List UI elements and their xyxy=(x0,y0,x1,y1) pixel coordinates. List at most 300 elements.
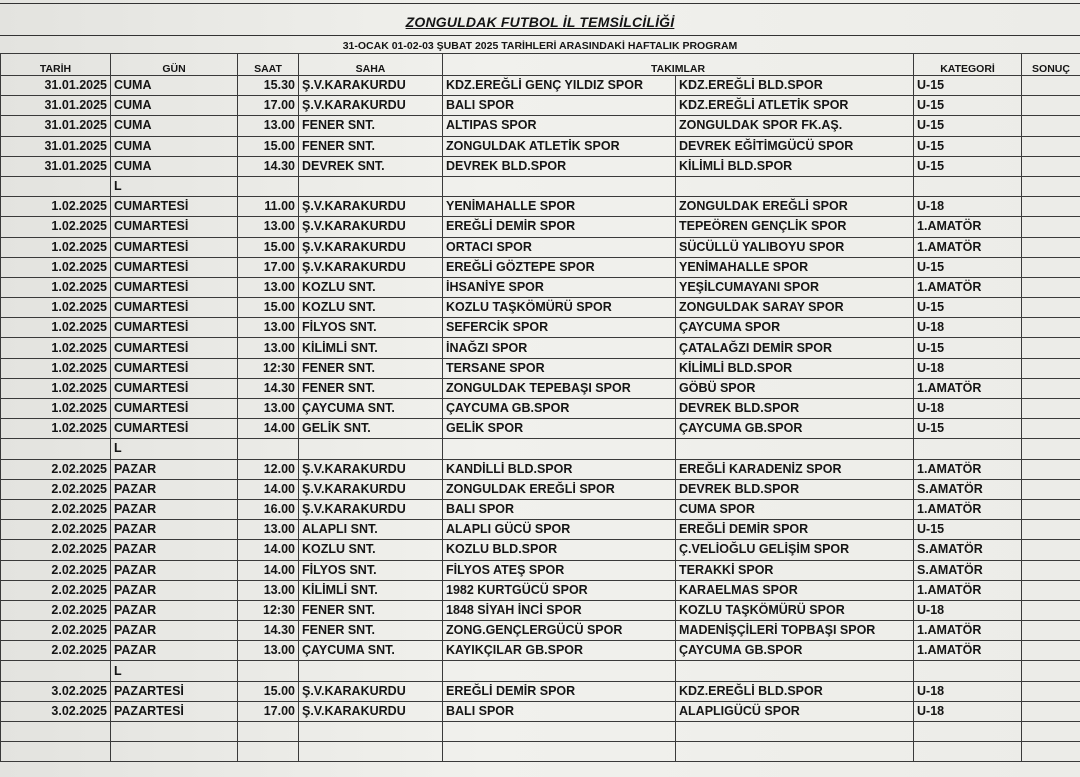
away-team-cell: KDZ.EREĞLİ BLD.SPOR xyxy=(676,76,914,96)
venue-cell: FENER SNT. xyxy=(299,136,443,156)
day-cell: PAZAR xyxy=(111,520,238,540)
time-cell: 16.00 xyxy=(238,499,299,519)
date-cell: 1.02.2025 xyxy=(1,197,111,217)
home-team-cell: SEFERCİK SPOR xyxy=(443,318,676,338)
day-cell: PAZAR xyxy=(111,600,238,620)
venue-cell: FİLYOS SNT. xyxy=(299,560,443,580)
result-cell xyxy=(1022,176,1080,196)
time-cell: 13.00 xyxy=(238,338,299,358)
result-cell xyxy=(1022,298,1080,318)
home-team-cell: DEVREK BLD.SPOR xyxy=(443,156,676,176)
day-cell: PAZAR xyxy=(111,459,238,479)
home-team-cell: ÇAYCUMA GB.SPOR xyxy=(443,399,676,419)
table-row xyxy=(1,621,1080,641)
day-cell: PAZAR xyxy=(111,621,238,641)
table-row xyxy=(1,197,1080,217)
day-cell: CUMA xyxy=(111,116,238,136)
table-row xyxy=(1,277,1080,297)
venue-cell: KİLİMLİ SNT. xyxy=(299,338,443,358)
day-cell: L xyxy=(111,661,238,681)
venue-cell: Ş.V.KARAKURDU xyxy=(299,217,443,237)
table-row xyxy=(1,116,1080,136)
result-cell xyxy=(1022,338,1080,358)
table-row xyxy=(1,257,1080,277)
title-rule xyxy=(0,35,1080,36)
away-team-cell: ÇATALAĞZI DEMİR SPOR xyxy=(676,338,914,358)
result-cell xyxy=(1022,96,1080,116)
venue-cell: Ş.V.KARAKURDU xyxy=(299,499,443,519)
header-day: GÜN xyxy=(111,54,238,76)
day-cell: PAZARTESİ xyxy=(111,681,238,701)
table-row xyxy=(1,701,1080,721)
date-cell: 2.02.2025 xyxy=(1,540,111,560)
venue-cell xyxy=(299,742,443,762)
home-team-cell: BALI SPOR xyxy=(443,96,676,116)
away-team-cell xyxy=(676,176,914,196)
date-cell: 31.01.2025 xyxy=(1,156,111,176)
time-cell: 15.00 xyxy=(238,298,299,318)
header-row xyxy=(1,54,1080,76)
home-team-cell xyxy=(443,661,676,681)
document-subtitle: 31-OCAK 01-02-03 ŞUBAT 2025 TARİHLERİ ARASINDAKİ HAFTALIK PROGRAM xyxy=(342,40,738,52)
result-cell xyxy=(1022,701,1080,721)
result-cell xyxy=(1022,580,1080,600)
day-cell: L xyxy=(111,439,238,459)
date-cell: 31.01.2025 xyxy=(1,136,111,156)
time-cell: 13.00 xyxy=(238,580,299,600)
day-cell: CUMARTESİ xyxy=(111,399,238,419)
result-cell xyxy=(1022,621,1080,641)
date-cell: 1.02.2025 xyxy=(1,399,111,419)
result-cell xyxy=(1022,318,1080,338)
time-cell: 17.00 xyxy=(238,257,299,277)
home-team-cell: EREĞLİ GÖZTEPE SPOR xyxy=(443,257,676,277)
home-team-cell: KANDİLLİ BLD.SPOR xyxy=(443,459,676,479)
time-cell: 14.00 xyxy=(238,419,299,439)
category-cell: 1.AMATÖR xyxy=(914,217,1022,237)
venue-cell: Ş.V.KARAKURDU xyxy=(299,197,443,217)
category-cell xyxy=(914,661,1022,681)
category-cell: U-15 xyxy=(914,96,1022,116)
category-cell: S.AMATÖR xyxy=(914,560,1022,580)
result-cell xyxy=(1022,479,1080,499)
result-cell xyxy=(1022,277,1080,297)
table-row xyxy=(1,358,1080,378)
time-cell: 12.00 xyxy=(238,459,299,479)
result-cell xyxy=(1022,722,1080,742)
time-cell xyxy=(238,661,299,681)
time-cell: 14.30 xyxy=(238,621,299,641)
table-row xyxy=(1,399,1080,419)
result-cell xyxy=(1022,520,1080,540)
day-cell: CUMARTESİ xyxy=(111,358,238,378)
away-team-cell: KDZ.EREĞLİ ATLETİK SPOR xyxy=(676,96,914,116)
table-row xyxy=(1,217,1080,237)
result-cell xyxy=(1022,499,1080,519)
away-team-cell: CUMA SPOR xyxy=(676,499,914,519)
date-cell: 3.02.2025 xyxy=(1,681,111,701)
away-team-cell: MADENİŞÇİLERİ TOPBAŞI SPOR xyxy=(676,621,914,641)
category-cell: U-18 xyxy=(914,701,1022,721)
home-team-cell: 1848 SİYAH İNCİ SPOR xyxy=(443,600,676,620)
time-cell: 13.00 xyxy=(238,318,299,338)
home-team-cell: EREĞLİ DEMİR SPOR xyxy=(443,681,676,701)
table-row xyxy=(1,176,1080,196)
away-team-cell: Ç.VELİOĞLU GELİŞİM SPOR xyxy=(676,540,914,560)
date-cell: 3.02.2025 xyxy=(1,701,111,721)
venue-cell xyxy=(299,722,443,742)
venue-cell: ÇAYCUMA SNT. xyxy=(299,641,443,661)
table-row xyxy=(1,722,1080,742)
away-team-cell xyxy=(676,439,914,459)
home-team-cell: ALAPLI GÜCÜ SPOR xyxy=(443,520,676,540)
category-cell: 1.AMATÖR xyxy=(914,641,1022,661)
date-cell xyxy=(1,722,111,742)
away-team-cell: DEVREK BLD.SPOR xyxy=(676,479,914,499)
category-cell: U-18 xyxy=(914,681,1022,701)
away-team-cell xyxy=(676,661,914,681)
header-teams: TAKIMLAR xyxy=(443,54,914,76)
table-row xyxy=(1,439,1080,459)
away-team-cell: EREĞLİ KARADENİZ SPOR xyxy=(676,459,914,479)
table-row xyxy=(1,156,1080,176)
result-cell xyxy=(1022,237,1080,257)
time-cell: 15.00 xyxy=(238,136,299,156)
table-row xyxy=(1,600,1080,620)
time-cell: 15.30 xyxy=(238,76,299,96)
result-cell xyxy=(1022,600,1080,620)
date-cell: 2.02.2025 xyxy=(1,459,111,479)
category-cell: S.AMATÖR xyxy=(914,540,1022,560)
table-row xyxy=(1,742,1080,762)
result-cell xyxy=(1022,459,1080,479)
date-cell: 2.02.2025 xyxy=(1,479,111,499)
venue-cell xyxy=(299,439,443,459)
date-cell xyxy=(1,742,111,762)
date-cell: 1.02.2025 xyxy=(1,217,111,237)
away-team-cell: ALAPLIGÜCÜ SPOR xyxy=(676,701,914,721)
result-cell xyxy=(1022,257,1080,277)
home-team-cell: EREĞLİ DEMİR SPOR xyxy=(443,217,676,237)
away-team-cell: TEPEÖREN GENÇLİK SPOR xyxy=(676,217,914,237)
date-cell: 2.02.2025 xyxy=(1,499,111,519)
date-cell: 1.02.2025 xyxy=(1,338,111,358)
day-cell: CUMARTESİ xyxy=(111,419,238,439)
category-cell xyxy=(914,439,1022,459)
home-team-cell: ZONGULDAK TEPEBAŞI SPOR xyxy=(443,378,676,398)
day-cell: CUMARTESİ xyxy=(111,257,238,277)
time-cell: 13.00 xyxy=(238,277,299,297)
category-cell: 1.AMATÖR xyxy=(914,277,1022,297)
result-cell xyxy=(1022,540,1080,560)
table-row xyxy=(1,681,1080,701)
date-cell: 2.02.2025 xyxy=(1,600,111,620)
day-cell: CUMA xyxy=(111,156,238,176)
day-cell xyxy=(111,742,238,762)
time-cell xyxy=(238,722,299,742)
date-cell: 31.01.2025 xyxy=(1,96,111,116)
table-row xyxy=(1,76,1080,96)
table-row xyxy=(1,318,1080,338)
date-cell: 31.01.2025 xyxy=(1,76,111,96)
home-team-cell: KDZ.EREĞLİ GENÇ YILDIZ SPOR xyxy=(443,76,676,96)
away-team-cell: GÖBÜ SPOR xyxy=(676,378,914,398)
header-result: SONUÇ xyxy=(1022,54,1080,76)
result-cell xyxy=(1022,76,1080,96)
result-cell xyxy=(1022,560,1080,580)
date-cell: 1.02.2025 xyxy=(1,277,111,297)
home-team-cell: ALTIPAS SPOR xyxy=(443,116,676,136)
day-cell: L xyxy=(111,176,238,196)
away-team-cell: DEVREK BLD.SPOR xyxy=(676,399,914,419)
home-team-cell: İNAĞZI SPOR xyxy=(443,338,676,358)
home-team-cell xyxy=(443,439,676,459)
away-team-cell: ÇAYCUMA SPOR xyxy=(676,318,914,338)
table-row xyxy=(1,419,1080,439)
home-team-cell: KOZLU TAŞKÖMÜRÜ SPOR xyxy=(443,298,676,318)
category-cell xyxy=(914,722,1022,742)
away-team-cell: TERAKKİ SPOR xyxy=(676,560,914,580)
category-cell: U-15 xyxy=(914,136,1022,156)
home-team-cell: GELİK SPOR xyxy=(443,419,676,439)
time-cell: 15.00 xyxy=(238,681,299,701)
category-cell: U-15 xyxy=(914,76,1022,96)
table-row xyxy=(1,661,1080,681)
date-cell: 31.01.2025 xyxy=(1,116,111,136)
venue-cell: Ş.V.KARAKURDU xyxy=(299,237,443,257)
category-cell: U-18 xyxy=(914,399,1022,419)
time-cell: 11.00 xyxy=(238,197,299,217)
header-date: TARİH xyxy=(1,54,111,76)
day-cell: PAZAR xyxy=(111,560,238,580)
home-team-cell: İHSANİYE SPOR xyxy=(443,277,676,297)
time-cell: 14.00 xyxy=(238,479,299,499)
date-cell: 1.02.2025 xyxy=(1,257,111,277)
table-row xyxy=(1,540,1080,560)
venue-cell: FİLYOS SNT. xyxy=(299,318,443,338)
day-cell: CUMARTESİ xyxy=(111,197,238,217)
result-cell xyxy=(1022,358,1080,378)
date-cell: 1.02.2025 xyxy=(1,318,111,338)
away-team-cell: YENİMAHALLE SPOR xyxy=(676,257,914,277)
away-team-cell: YEŞİLCUMAYANI SPOR xyxy=(676,277,914,297)
home-team-cell: BALI SPOR xyxy=(443,499,676,519)
category-cell: 1.AMATÖR xyxy=(914,459,1022,479)
time-cell xyxy=(238,176,299,196)
date-cell: 1.02.2025 xyxy=(1,237,111,257)
venue-cell: Ş.V.KARAKURDU xyxy=(299,96,443,116)
category-cell: U-18 xyxy=(914,318,1022,338)
table-row xyxy=(1,136,1080,156)
day-cell: CUMARTESİ xyxy=(111,298,238,318)
day-cell: CUMARTESİ xyxy=(111,237,238,257)
time-cell: 13.00 xyxy=(238,520,299,540)
time-cell xyxy=(238,439,299,459)
date-cell: 2.02.2025 xyxy=(1,580,111,600)
venue-cell: KOZLU SNT. xyxy=(299,540,443,560)
date-cell: 1.02.2025 xyxy=(1,298,111,318)
venue-cell: KOZLU SNT. xyxy=(299,277,443,297)
home-team-cell: KOZLU BLD.SPOR xyxy=(443,540,676,560)
venue-cell: Ş.V.KARAKURDU xyxy=(299,701,443,721)
category-cell: U-15 xyxy=(914,338,1022,358)
venue-cell: KOZLU SNT. xyxy=(299,298,443,318)
time-cell: 15.00 xyxy=(238,237,299,257)
venue-cell xyxy=(299,661,443,681)
table-row xyxy=(1,520,1080,540)
category-cell: U-15 xyxy=(914,419,1022,439)
time-cell: 14.00 xyxy=(238,540,299,560)
home-team-cell: ZONGULDAK ATLETİK SPOR xyxy=(443,136,676,156)
category-cell: U-18 xyxy=(914,600,1022,620)
time-cell: 14.00 xyxy=(238,560,299,580)
category-cell xyxy=(914,742,1022,762)
away-team-cell: KDZ.EREĞLİ BLD.SPOR xyxy=(676,681,914,701)
table-row xyxy=(1,338,1080,358)
result-cell xyxy=(1022,661,1080,681)
day-cell xyxy=(111,722,238,742)
category-cell: U-18 xyxy=(914,197,1022,217)
date-cell: 2.02.2025 xyxy=(1,641,111,661)
venue-cell: FENER SNT. xyxy=(299,621,443,641)
date-cell xyxy=(1,176,111,196)
table-row xyxy=(1,641,1080,661)
day-cell: PAZAR xyxy=(111,479,238,499)
day-cell: CUMARTESİ xyxy=(111,378,238,398)
date-cell: 1.02.2025 xyxy=(1,419,111,439)
away-team-cell: KİLİMLİ BLD.SPOR xyxy=(676,156,914,176)
day-cell: CUMA xyxy=(111,96,238,116)
day-cell: PAZAR xyxy=(111,641,238,661)
category-cell xyxy=(914,176,1022,196)
venue-cell: GELİK SNT. xyxy=(299,419,443,439)
time-cell: 13.00 xyxy=(238,116,299,136)
category-cell: U-15 xyxy=(914,298,1022,318)
top-rule xyxy=(0,3,1080,4)
category-cell: U-18 xyxy=(914,358,1022,378)
away-team-cell: KARAELMAS SPOR xyxy=(676,580,914,600)
away-team-cell: ZONGULDAK EREĞLİ SPOR xyxy=(676,197,914,217)
home-team-cell: FİLYOS ATEŞ SPOR xyxy=(443,560,676,580)
venue-cell: FENER SNT. xyxy=(299,600,443,620)
time-cell: 13.00 xyxy=(238,399,299,419)
table-row xyxy=(1,580,1080,600)
time-cell: 12:30 xyxy=(238,600,299,620)
table-row xyxy=(1,479,1080,499)
away-team-cell: KOZLU TAŞKÖMÜRÜ SPOR xyxy=(676,600,914,620)
date-cell: 2.02.2025 xyxy=(1,560,111,580)
header-time: SAAT xyxy=(238,54,299,76)
time-cell: 12:30 xyxy=(238,358,299,378)
home-team-cell: 1982 KURTGÜCÜ SPOR xyxy=(443,580,676,600)
time-cell: 14.30 xyxy=(238,378,299,398)
home-team-cell: YENİMAHALLE SPOR xyxy=(443,197,676,217)
venue-cell: Ş.V.KARAKURDU xyxy=(299,479,443,499)
result-cell xyxy=(1022,742,1080,762)
result-cell xyxy=(1022,156,1080,176)
venue-cell: Ş.V.KARAKURDU xyxy=(299,257,443,277)
time-cell: 13.00 xyxy=(238,217,299,237)
header-venue: SAHA xyxy=(299,54,443,76)
home-team-cell: TERSANE SPOR xyxy=(443,358,676,378)
home-team-cell xyxy=(443,722,676,742)
date-cell xyxy=(1,439,111,459)
away-team-cell: EREĞLİ DEMİR SPOR xyxy=(676,520,914,540)
venue-cell: Ş.V.KARAKURDU xyxy=(299,459,443,479)
away-team-cell: ÇAYCUMA GB.SPOR xyxy=(676,419,914,439)
venue-cell: DEVREK SNT. xyxy=(299,156,443,176)
day-cell: CUMARTESİ xyxy=(111,277,238,297)
table-row xyxy=(1,378,1080,398)
date-cell: 1.02.2025 xyxy=(1,358,111,378)
date-cell: 2.02.2025 xyxy=(1,520,111,540)
table-row xyxy=(1,298,1080,318)
venue-cell: ALAPLI SNT. xyxy=(299,520,443,540)
away-team-cell: SÜCÜLLÜ YALIBOYU SPOR xyxy=(676,237,914,257)
home-team-cell: ZONGULDAK EREĞLİ SPOR xyxy=(443,479,676,499)
table-row xyxy=(1,499,1080,519)
away-team-cell xyxy=(676,742,914,762)
result-cell xyxy=(1022,197,1080,217)
result-cell xyxy=(1022,116,1080,136)
category-cell: 1.AMATÖR xyxy=(914,580,1022,600)
category-cell: U-15 xyxy=(914,257,1022,277)
category-cell: 1.AMATÖR xyxy=(914,621,1022,641)
category-cell: U-15 xyxy=(914,520,1022,540)
home-team-cell: ZONG.GENÇLERGÜCÜ SPOR xyxy=(443,621,676,641)
schedule-table xyxy=(0,53,1080,762)
time-cell xyxy=(238,742,299,762)
category-cell: 1.AMATÖR xyxy=(914,237,1022,257)
time-cell: 14.30 xyxy=(238,156,299,176)
day-cell: CUMARTESİ xyxy=(111,217,238,237)
away-team-cell: KİLİMLİ BLD.SPOR xyxy=(676,358,914,378)
day-cell: CUMA xyxy=(111,136,238,156)
table-row xyxy=(1,237,1080,257)
category-cell: S.AMATÖR xyxy=(914,479,1022,499)
away-team-cell: ÇAYCUMA GB.SPOR xyxy=(676,641,914,661)
venue-cell: FENER SNT. xyxy=(299,378,443,398)
table-row xyxy=(1,459,1080,479)
venue-cell: Ş.V.KARAKURDU xyxy=(299,76,443,96)
result-cell xyxy=(1022,136,1080,156)
time-cell: 13.00 xyxy=(238,641,299,661)
day-cell: CUMARTESİ xyxy=(111,318,238,338)
day-cell: PAZAR xyxy=(111,580,238,600)
result-cell xyxy=(1022,419,1080,439)
venue-cell: FENER SNT. xyxy=(299,358,443,378)
home-team-cell: ORTACI SPOR xyxy=(443,237,676,257)
day-cell: PAZAR xyxy=(111,499,238,519)
away-team-cell: ZONGULDAK SPOR FK.AŞ. xyxy=(676,116,914,136)
venue-cell: FENER SNT. xyxy=(299,116,443,136)
time-cell: 17.00 xyxy=(238,701,299,721)
table-row xyxy=(1,96,1080,116)
result-cell xyxy=(1022,378,1080,398)
date-cell: 2.02.2025 xyxy=(1,621,111,641)
result-cell xyxy=(1022,439,1080,459)
time-cell: 17.00 xyxy=(238,96,299,116)
date-cell: 1.02.2025 xyxy=(1,378,111,398)
venue-cell: Ş.V.KARAKURDU xyxy=(299,681,443,701)
header-category: KATEGORİ xyxy=(914,54,1022,76)
result-cell xyxy=(1022,399,1080,419)
away-team-cell: ZONGULDAK SARAY SPOR xyxy=(676,298,914,318)
day-cell: PAZAR xyxy=(111,540,238,560)
away-team-cell xyxy=(676,722,914,742)
result-cell xyxy=(1022,217,1080,237)
venue-cell: ÇAYCUMA SNT. xyxy=(299,399,443,419)
